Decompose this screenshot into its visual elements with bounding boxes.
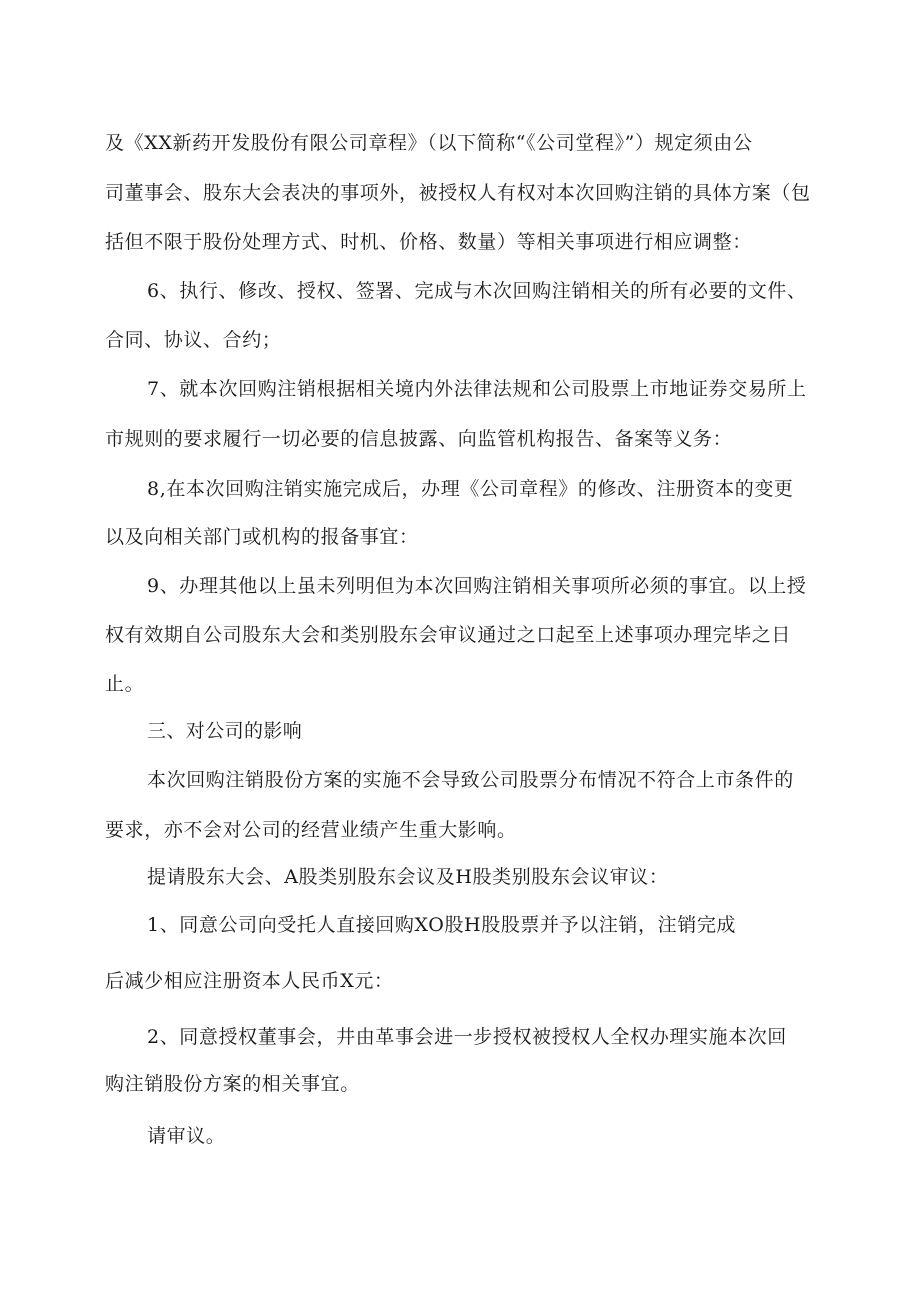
paragraph-line: 购注销股份方案的相关事宜。 [105, 1073, 360, 1095]
paragraph-line: 后减少相应注册资本人民币X元： [105, 970, 394, 992]
list-item-7: 7、就本次回购注销根据相关境内外法律法规和公司股票上市地证券交易所上 [147, 378, 807, 400]
paragraph-line: 司董事会、股东大会表决的事项外，被授权人有权对本次回购注销的具体方案（包 [105, 182, 811, 204]
list-item-8: 8,在本次回购注销实施完成后，办理《公司章程》的修改、注册资本的变更 [147, 478, 794, 500]
paragraph-line: 提请股东大会、A股类别股东会议及H股类别股东会议审议： [147, 866, 669, 888]
section-heading: 三、对公司的影响 [147, 720, 303, 742]
paragraph-line: 合同、协议、合约； [105, 329, 282, 351]
list-item-6: 6、执行、修改、授权、签署、完成与木次回购注销相关的所有必要的文件、 [147, 280, 807, 302]
paragraph-line: 以及向相关部门或机构的报备事宜： [105, 526, 419, 548]
paragraph-line: 及《XX新药开发股份有限公司章程》（以下简称“《公司堂程》”）规定须由公 [105, 132, 753, 154]
resolution-item-2: 2、同意授权董事会，井由革事会进一步授权被授权人全权办理实施本次回 [147, 1026, 787, 1048]
closing-line: 请审议。 [147, 1125, 226, 1147]
paragraph-line: 市规则的要求履行一切必要的信息披露、向监管机构报告、备案等义务： [105, 428, 733, 450]
list-item-9: 9、办理其他以上虽未列明但为本次回购注销相关事项所必须的事宜。以上授 [147, 575, 807, 597]
paragraph-line: 要求，亦不会对公司的经营业绩产生重大影响。 [105, 819, 517, 841]
paragraph-line: 权有效期自公司股东大会和类别股东会审议通过之口起至上述事项办理完毕之日 [105, 624, 792, 646]
paragraph-line: 本次回购注销股份方案的实施不会导致公司股票分布情况不符合上市条件的 [147, 769, 794, 791]
paragraph-line: 止。 [105, 673, 145, 695]
resolution-item-1: 1、同意公司向受托人直接回购XO股H股股票并予以注销，注销完成 [147, 914, 737, 936]
paragraph-line: 括但不限于股份处理方式、时机、价格、数量）等相关事项进行相应调整： [105, 231, 752, 253]
